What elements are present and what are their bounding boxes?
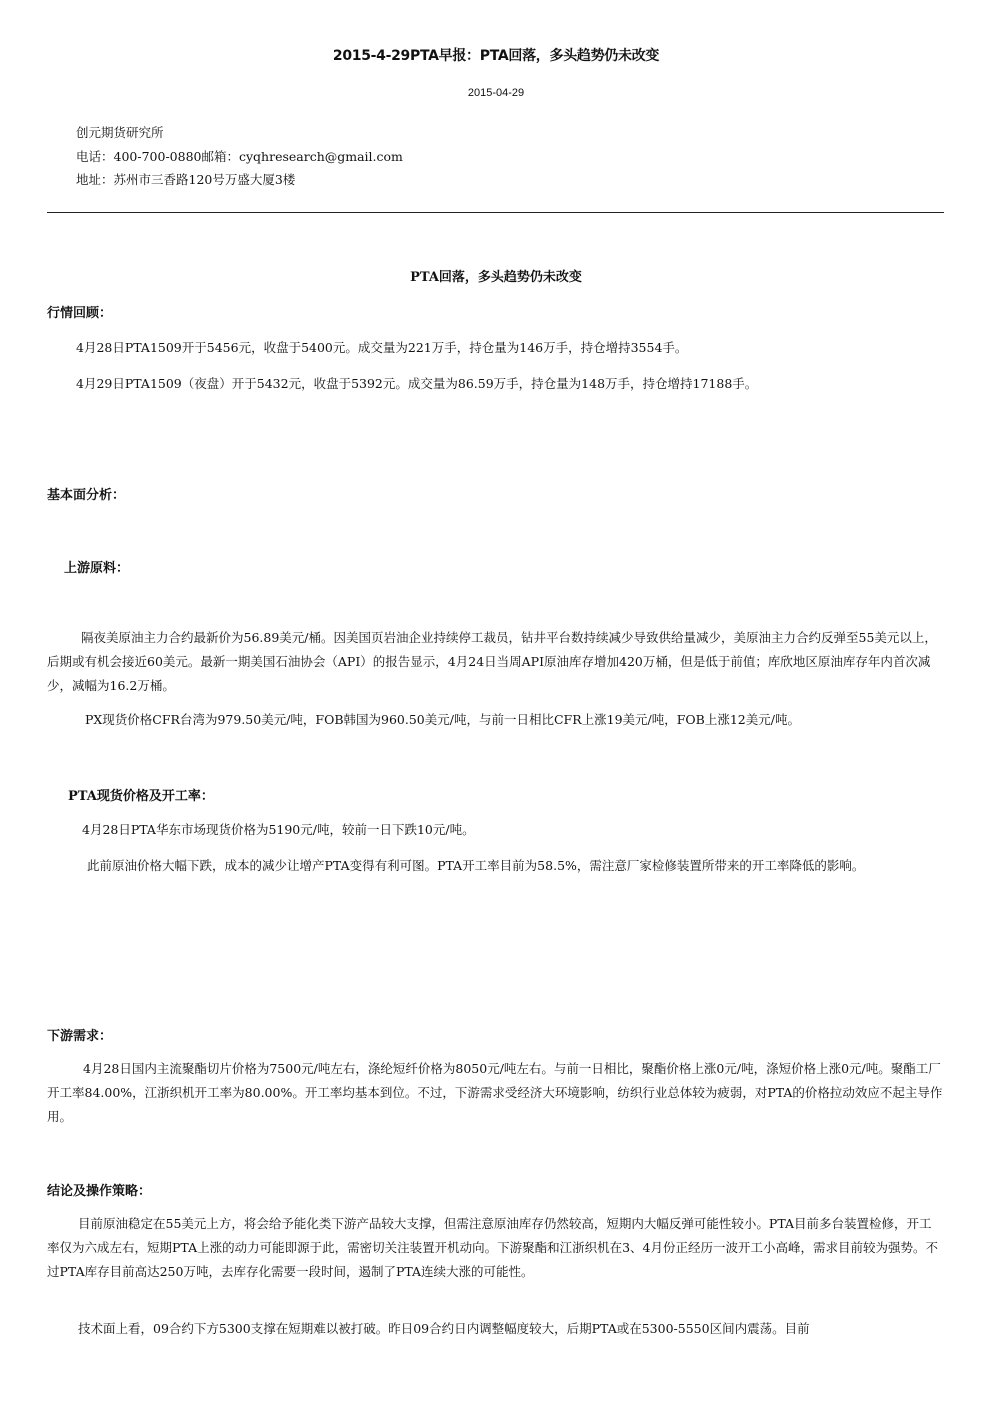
upstream-paragraph-2: PX现货价格CFR台湾为979.50美元/吨，FOB韩国为960.50美元/吨，与前一日相比CFR上涨19美元/吨，FOB上涨12美元/吨。 — [85, 712, 800, 727]
upstream-paragraph-1: 隔夜美原油主力合约最新价为56.89美元/桶。因美国页岩油企业持续停工裁员，钻井平台数持续减少导致供给量减少，美原油主力合约反弹至55美元以上，后期或有机会接近60美元。最新一期美国石油协会（API）的报告显示，4月24日当周API原油库存增加420万桶，但是低于前值；库欣地区原油库存年内首次减少，减幅为16.2万桶。 — [47, 630, 937, 693]
article-subtitle: PTA回落，多头趋势仍未改变 — [410, 270, 582, 285]
section-heading-conclusion: 结论及操作策略： — [47, 1184, 152, 1199]
downstream-paragraph-1: 4月28日国内主流聚酯切片价格为7500元/吨左右，涤纶短纤价格为8050元/吨左右。与前一日相比，聚酯价格上涨0元/吨，涤短价格上涨0元/吨。聚酯工厂开工率84.00%，江浙织机开工率为80.00%。开工率均基本到位。不过，下游需求受经济大环境影响，纺织行业总体较为疲弱，对PTA的价格拉动效应不起主导作用。 — [47, 1061, 943, 1124]
spot-paragraph-2: 此前原油价格大幅下跌，成本的减少让增产PTA变得有利可图。PTA开工率目前为58.5%，需注意厂家检修装置所带来的开工率降低的影响。 — [87, 858, 865, 873]
section-heading-downstream: 下游需求： — [47, 1029, 113, 1044]
document-title: 2015-4-29PTA早报：PTA回落，多头趋势仍未改变 — [332, 48, 660, 64]
spot-paragraph-1: 4月28日PTA华东市场现货价格为5190元/吨，较前一日下跌10元/吨。 — [82, 822, 475, 837]
document-date: 2015-04-29 — [467, 87, 525, 99]
org-name: 创元期货研究所 — [76, 125, 164, 140]
review-paragraph-2: 4月29日PTA1509（夜盘）开于5432元，收盘于5392元。成交量为86.59万手，持仓量为148万手，持仓增持17188手。 — [76, 376, 758, 391]
conclusion-paragraph-1: 目前原油稳定在55美元上方，将会给予能化类下游产品较大支撑，但需注意原油库存仍然较高，短期内大幅反弹可能性较小。PTA目前多台装置检修，开工率仅为六成左右，短期PTA上涨的动力可能即源于此，需密切关注装置开机动向。下游聚酯和江浙织机在3、4月份正经历一波开工小高峰，需求目前较为强势。不过PTA库存目前高达250万吨，去库存化需要一段时间，遏制了PTA连续大涨的可能性。 — [47, 1216, 939, 1279]
section-heading-upstream: 上游原料： — [64, 561, 130, 576]
section-heading-fundamental: 基本面分析： — [47, 488, 126, 503]
section-heading-review: 行情回顾： — [47, 306, 113, 321]
contact-phone-email: 电话：400-700-0880邮箱：cyqhresearch@gmail.com — [76, 149, 403, 164]
header-divider — [47, 212, 944, 213]
section-heading-spot: PTA现货价格及开工率： — [68, 789, 214, 804]
conclusion-paragraph-2: 技术面上看，09合约下方5300支撑在短期难以被打破。昨日09合约日内调整幅度较大，后期PTA或在5300-5550区间内震荡。目前 — [78, 1321, 810, 1336]
review-paragraph-1: 4月28日PTA1509开于5456元，收盘于5400元。成交量为221万手，持仓量为146万手，持仓增持3554手。 — [76, 340, 688, 355]
contact-address: 地址：苏州市三香路120号万盛大厦3楼 — [76, 172, 296, 187]
